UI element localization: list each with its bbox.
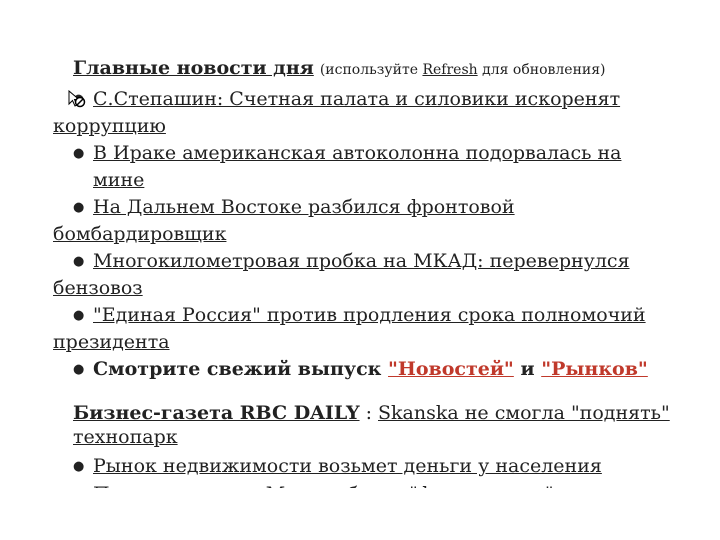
list-item <box>73 140 673 193</box>
lead-news-link[interactable]: Skanska не смогла "поднять" технопарк <box>73 402 670 448</box>
news-issue-link[interactable]: "Новостей" <box>388 358 514 380</box>
list-item <box>53 86 673 139</box>
promo-item: ● Смотрите свежий выпуск "Новостей" и "Рынков" <box>73 356 673 383</box>
refresh-link[interactable]: Refresh <box>422 62 478 78</box>
bullet-icon: ● <box>73 362 85 377</box>
main-news-list <box>53 86 673 383</box>
news-link[interactable]: На Дальнем Востоке разбился фронтовой бомбардировщик <box>53 196 515 245</box>
section2-header: Бизнес-газета RBC DAILY : Skanska не смогла "поднять" технопарк <box>73 401 673 449</box>
refresh-note: (используйте Refresh для обновления) <box>319 62 606 78</box>
bullet-icon: ● <box>73 308 85 323</box>
list-item <box>73 453 673 480</box>
list-item <box>53 248 673 301</box>
news-link[interactable]: "Единая Россия" против продления срока полномочий президента <box>53 304 646 353</box>
section1-header <box>73 56 673 82</box>
bullet-icon: ● <box>73 254 85 269</box>
markets-issue-link[interactable]: "Рынков" <box>541 358 648 380</box>
bullet-icon: ● <box>73 146 85 161</box>
not-allowed-cursor-icon <box>68 90 86 108</box>
bullet-icon: ● <box>73 459 85 474</box>
list-item <box>53 302 673 355</box>
bullet-icon: ● <box>73 200 85 215</box>
rbc-daily-title-link[interactable]: Бизнес-газета RBC DAILY <box>73 402 360 424</box>
list-item <box>53 194 673 247</box>
news-link[interactable]: Рынок недвижимости возьмет деньги у населения <box>93 455 602 477</box>
news-page <box>53 56 673 537</box>
news-link[interactable]: Многокилометровая пробка на МКАД: перевернулся бензовоз <box>53 250 630 299</box>
bottom-crop <box>0 488 720 540</box>
news-link[interactable]: В Ираке американская автоколонна подорвалась на мине <box>93 142 622 191</box>
news-link[interactable]: С.Степашин: Счетная палата и силовики искоренят коррупцию <box>53 88 621 137</box>
main-news-title-link[interactable]: Главные новости дня <box>73 57 314 79</box>
